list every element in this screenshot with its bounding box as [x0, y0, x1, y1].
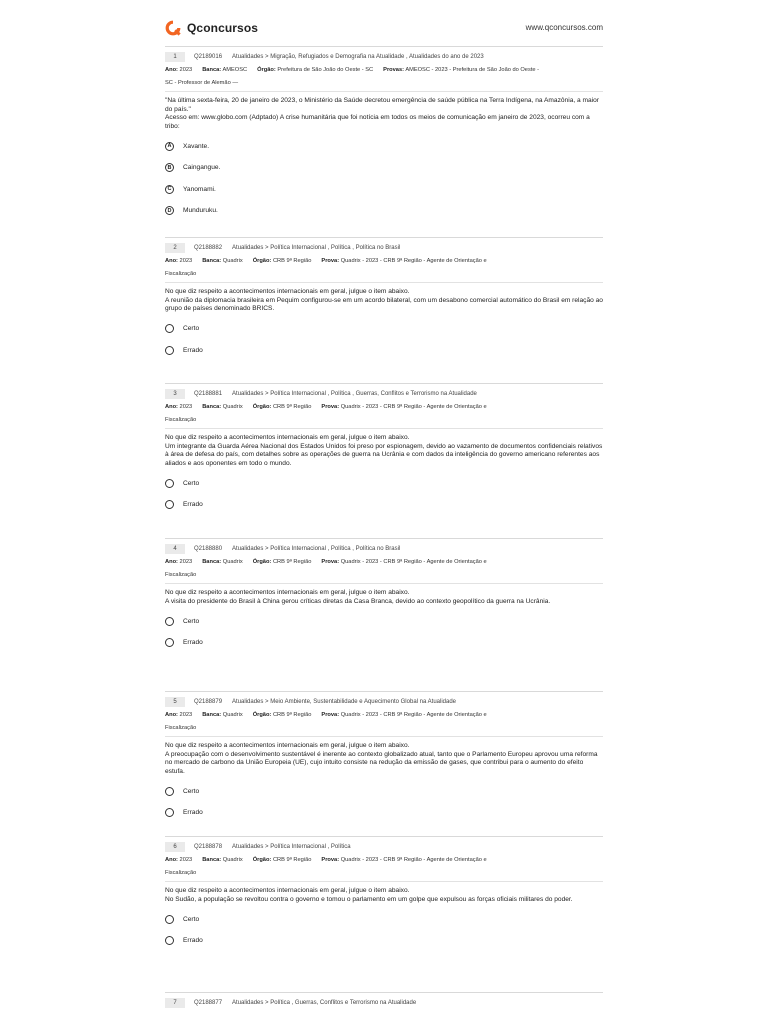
- radio-circle-icon[interactable]: [165, 324, 174, 333]
- meta-value: Prefeitura de São João do Oeste - SC: [277, 67, 374, 73]
- qconcursos-logo-icon: [165, 20, 181, 36]
- question-statement: [165, 97, 603, 131]
- meta-label: Prova:: [321, 559, 340, 565]
- qconcursos-logo[interactable]: [165, 20, 258, 36]
- question-header: [165, 544, 603, 554]
- meta-value: Quadrix - 2023 - CRB 9ª Região - Agente de Orientação e: [340, 712, 487, 718]
- statement-paragraph: Um integrante da Guarda Aérea Nacional dos Estados Unidos foi preso por espionagem, devido ao vazamento de documentos confidenciais relativos à área de defesa do país, com detalhes sobre as operações de guerra na Ucrânia e com dados da inteligência do governo americano referentes aos aliados e aos oponentes em todo o mundo.: [165, 442, 603, 467]
- meta-value: Quadrix - 2023 - CRB 9ª Região - Agente de Orientação e: [340, 857, 487, 863]
- meta-continuation: Fiscalização: [165, 417, 197, 423]
- metadata-divider: [165, 583, 603, 584]
- meta-label: Órgão:: [252, 559, 272, 565]
- meta-value: 2023: [179, 404, 193, 410]
- statement-paragraph: No Sudão, a população se revoltou contra o governo e tomou o parlamento em um golpe que expulsou as forças oficiais militares do poder.: [165, 895, 573, 903]
- meta-label: Órgão:: [257, 67, 276, 73]
- radio-circle-icon[interactable]: [165, 936, 174, 945]
- statement-paragraph: Acesso em: www.globo.com (Adptado) A crise humanitária que foi notícia em todos os meios de comunicação em janeiro de 2023, ocorreu com a tribo:: [165, 114, 590, 130]
- statement-paragraph: No que diz respeito a acontecimentos internacionais em geral, julgue o item abaixo.: [165, 589, 410, 596]
- question-id-link[interactable]: Q2188878: [194, 844, 223, 850]
- option-label: Certo: [183, 915, 200, 923]
- answer-option[interactable]: [165, 477, 603, 489]
- question-statement: [165, 887, 603, 904]
- option-letter-radio[interactable]: A: [165, 142, 174, 151]
- option-label: Yanomami.: [183, 185, 216, 193]
- question-topic: Atualidades > Política Internacional , Política , Guerras, Conflitos e Terrorismo na Atualidade: [232, 391, 477, 397]
- question-statement: [165, 288, 603, 314]
- question-id-link[interactable]: Q2188882: [194, 245, 223, 251]
- statement-paragraph: No que diz respeito a acontecimentos internacionais em geral, julgue o item abaixo.: [165, 887, 410, 894]
- option-letter-radio[interactable]: B: [165, 163, 174, 172]
- question-header: [165, 842, 603, 852]
- meta-label: Prova:: [321, 857, 340, 863]
- meta-label: Ano:: [165, 404, 178, 410]
- question-topic: Atualidades > Política Internacional , Política: [232, 844, 351, 850]
- meta-continuation: SC - Professor de Alemão —: [165, 80, 239, 86]
- question-block: [165, 237, 603, 366]
- question-header: [165, 389, 603, 399]
- answer-option[interactable]: [165, 344, 603, 356]
- question-block: [165, 46, 603, 226]
- meta-value: CRB 9ª Região: [272, 857, 312, 863]
- option-label: Caingangue.: [183, 164, 221, 172]
- question-topic: Atualidades > Política , Guerras, Conflitos e Terrorismo na Atualidade: [232, 1000, 417, 1006]
- meta-continuation: Fiscalização: [165, 725, 197, 731]
- question-block: [165, 383, 603, 520]
- question-number: 5: [165, 697, 185, 707]
- question-header: [165, 697, 603, 707]
- statement-paragraph: A visita do presidente do Brasil à China gerou críticas diretas da Casa Branca, devido ao contexto geopolítico da guerra na Ucrânia.: [165, 597, 551, 605]
- question-block: [165, 992, 603, 1008]
- question-divider: [165, 237, 603, 238]
- meta-value: 2023: [179, 559, 193, 565]
- answer-option[interactable]: [165, 140, 603, 152]
- metadata-divider: [165, 881, 603, 882]
- radio-circle-icon[interactable]: [165, 638, 174, 647]
- radio-circle-icon[interactable]: [165, 346, 174, 355]
- meta-label: Banca:: [202, 712, 222, 718]
- question-divider: [165, 538, 603, 539]
- question-header: [165, 52, 603, 62]
- answer-option[interactable]: [165, 183, 603, 195]
- question-header: [165, 998, 603, 1008]
- statement-paragraph: A preocupação com o desenvolvimento sustentável é inerente ao contexto globalizado atual, tanto que o Parlamento Europeu aprovou uma reforma no mercado de carbono da União Europeia (UE), cujo intuito consiste na redução da emissão de gases, que contribui para o aumento do efeito estufa.: [165, 750, 598, 775]
- question-id-link[interactable]: Q2189016: [194, 54, 223, 60]
- meta-value: 2023: [179, 712, 193, 718]
- meta-label: Órgão:: [252, 857, 272, 863]
- question-divider: [165, 992, 603, 993]
- answer-option[interactable]: [165, 162, 603, 174]
- meta-value: Quadrix: [222, 258, 243, 264]
- meta-continuation: Fiscalização: [165, 271, 197, 277]
- answer-option[interactable]: [165, 637, 603, 649]
- statement-paragraph: No que diz respeito a acontecimentos internacionais em geral, julgue o item abaixo.: [165, 742, 410, 749]
- meta-value: Quadrix: [222, 712, 243, 718]
- question-statement: [165, 742, 603, 776]
- meta-continuation: Fiscalização: [165, 572, 197, 578]
- question-number: 4: [165, 544, 185, 554]
- meta-label: Órgão:: [252, 712, 272, 718]
- question-number: 3: [165, 389, 185, 399]
- option-label: Munduruku.: [183, 207, 218, 215]
- question-number: 1: [165, 52, 185, 62]
- answer-option[interactable]: [165, 499, 603, 511]
- question-metadata: [165, 854, 603, 880]
- answer-option[interactable]: [165, 935, 603, 947]
- question-block: [165, 691, 603, 828]
- answer-option[interactable]: [165, 913, 603, 925]
- question-divider: [165, 383, 603, 384]
- answer-options: [165, 323, 603, 357]
- statement-paragraph: No que diz respeito a acontecimentos internacionais em geral, julgue o item abaixo.: [165, 288, 410, 295]
- question-number: 2: [165, 243, 185, 253]
- answer-options: [165, 140, 603, 217]
- radio-circle-icon[interactable]: [165, 915, 174, 924]
- meta-value: Quadrix - 2023 - CRB 9ª Região - Agente de Orientação e: [340, 404, 487, 410]
- radio-circle-icon[interactable]: [165, 500, 174, 509]
- answer-option[interactable]: [165, 205, 603, 217]
- question-topic: Atualidades > Política Internacional , Política , Política no Brasil: [232, 245, 401, 251]
- meta-value: Quadrix - 2023 - CRB 9ª Região - Agente de Orientação e: [340, 258, 487, 264]
- option-label: Certo: [183, 325, 200, 333]
- statement-paragraph: A reunião da diplomacia brasileira em Pequim configurou-se em um acordo bilateral, com um desabono comercial automático do Brasil em relação ao grupo de países denominado BRICS.: [165, 296, 603, 313]
- option-label: Errado: [183, 346, 203, 354]
- answer-option[interactable]: [165, 785, 603, 797]
- meta-value: CRB 9ª Região: [272, 404, 312, 410]
- radio-circle-icon[interactable]: [165, 808, 174, 817]
- question-divider: [165, 691, 603, 692]
- meta-label: Prova:: [321, 712, 340, 718]
- question-divider: [165, 46, 603, 47]
- meta-value: Quadrix: [222, 404, 243, 410]
- question-metadata: [165, 709, 603, 735]
- option-label: Errado: [183, 501, 203, 509]
- meta-value: Quadrix: [222, 559, 243, 565]
- question-id-link[interactable]: Q2188877: [194, 1000, 223, 1006]
- answer-options: [165, 785, 603, 819]
- meta-label: Banca:: [202, 67, 222, 73]
- page-header: [165, 20, 603, 40]
- radio-circle-icon[interactable]: [165, 479, 174, 488]
- radio-circle-icon[interactable]: [165, 617, 174, 626]
- answer-option[interactable]: [165, 807, 603, 819]
- meta-label: Ano:: [165, 712, 178, 718]
- logo-text: Qconcursos: [187, 21, 259, 35]
- statement-paragraph: "Na última sexta-feira, 20 de janeiro de 2023, o Ministério da Saúde decretou emergência de saúde pública na Terra Indígena, na Amazônia, a maior do país.": [165, 97, 600, 113]
- option-letter-radio[interactable]: D: [165, 206, 174, 215]
- question-block: [165, 836, 603, 956]
- option-label: Errado: [183, 639, 203, 647]
- meta-label: Ano:: [165, 258, 178, 264]
- meta-label: Banca:: [202, 559, 222, 565]
- meta-value: CRB 9ª Região: [272, 559, 312, 565]
- meta-value: Quadrix: [222, 857, 243, 863]
- meta-value: AMEOSC: [222, 67, 248, 73]
- question-metadata: [165, 64, 603, 90]
- question-number: 6: [165, 842, 185, 852]
- meta-value: CRB 9ª Região: [272, 258, 312, 264]
- option-label: Certo: [183, 479, 200, 487]
- question-divider: [165, 836, 603, 837]
- answer-options: [165, 615, 603, 649]
- question-number: 7: [165, 998, 185, 1008]
- meta-value: 2023: [179, 67, 193, 73]
- meta-label: Provas:: [383, 67, 405, 73]
- question-metadata: [165, 255, 603, 281]
- meta-label: Banca:: [202, 258, 222, 264]
- metadata-divider: [165, 428, 603, 429]
- meta-label: Órgão:: [252, 404, 272, 410]
- meta-value: 2023: [179, 258, 193, 264]
- option-label: Errado: [183, 809, 203, 817]
- meta-label: Órgão:: [252, 258, 272, 264]
- answer-option[interactable]: [165, 615, 603, 627]
- option-label: Certo: [183, 617, 200, 625]
- question-id-link[interactable]: Q2188881: [194, 391, 223, 397]
- meta-label: Ano:: [165, 857, 178, 863]
- metadata-divider: [165, 736, 603, 737]
- site-url[interactable]: www.qconcursos.com: [525, 23, 603, 32]
- meta-label: Prova:: [321, 258, 340, 264]
- question-id-link[interactable]: Q2188879: [194, 699, 223, 705]
- question-metadata: [165, 401, 603, 427]
- meta-label: Prova:: [321, 404, 340, 410]
- question-topic: Atualidades > Política Internacional , Política , Política no Brasil: [232, 546, 401, 552]
- radio-circle-icon[interactable]: [165, 787, 174, 796]
- option-letter-radio[interactable]: C: [165, 185, 174, 194]
- meta-value: AMEOSC - 2023 - Prefeitura de São João do Oeste -: [405, 67, 540, 73]
- meta-label: Banca:: [202, 404, 222, 410]
- meta-value: Quadrix - 2023 - CRB 9ª Região - Agente de Orientação e: [340, 559, 487, 565]
- question-topic: Atualidades > Meio Ambiente, Sustentabilidade e Aquecimento Global na Atualidade: [232, 699, 457, 705]
- meta-continuation: Fiscalização: [165, 870, 197, 876]
- metadata-divider: [165, 282, 603, 283]
- question-topic: Atualidades > Migração, Refugiados e Demografia na Atualidade , Atualidades do ano de 2023: [232, 54, 484, 60]
- question-block: [165, 538, 603, 658]
- option-label: Errado: [183, 937, 203, 945]
- statement-paragraph: No que diz respeito a acontecimentos internacionais em geral, julgue o item abaixo.: [165, 434, 410, 441]
- option-label: Xavante.: [183, 142, 210, 150]
- meta-value: 2023: [179, 857, 193, 863]
- meta-label: Ano:: [165, 67, 178, 73]
- answer-options: [165, 913, 603, 947]
- question-metadata: [165, 556, 603, 582]
- question-header: [165, 243, 603, 253]
- question-statement: [165, 434, 603, 468]
- metadata-divider: [165, 91, 603, 92]
- meta-value: CRB 9ª Região: [272, 712, 312, 718]
- question-id-link[interactable]: Q2188880: [194, 546, 223, 552]
- answer-option[interactable]: [165, 323, 603, 335]
- option-label: Certo: [183, 787, 200, 795]
- question-statement: [165, 589, 603, 606]
- answer-options: [165, 477, 603, 511]
- meta-label: Ano:: [165, 559, 178, 565]
- meta-label: Banca:: [202, 857, 222, 863]
